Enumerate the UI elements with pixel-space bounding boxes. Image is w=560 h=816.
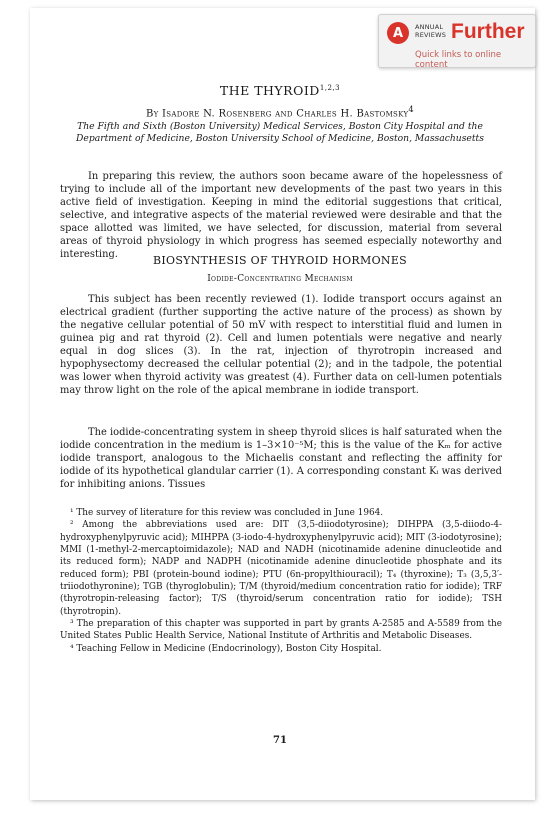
body-paragraph-2: The iodide-concentrating system in sheep thyroid slices is half saturated when the iodide concentration in the medium is 1–3×10⁻⁵M; this is the value of the Kₘ for active iodide transport, analogous to the Michaelis constant and reflecting the affinity for iodide of its hypothetical glandular carrier (1). A corresponding constant Kᵢ was derived for inhibiting anions. Tissues bbox=[60, 427, 502, 491]
subsection-heading: Iodide-Concentrating Mechanism bbox=[207, 274, 353, 284]
article-authors: By Isadore N. Rosenberg and Charles H. Bastomsky$^4$ bbox=[145, 104, 415, 120]
footnote: ² Among the abbreviations used are: DIT (3,5-diiodotyrosine); DIHPPA (3,5-diiodo-4-hydroxyphenylpyruvic acid); MIHPPA (3-iodo-4-hydroxyphenylpyruvic acid); MIT (3-iodotyrosine); MMI (1-methyl-2-mercaptoimidazole); NAD and NADH (nicotinamide adenine dinucleotide and its reduced form); NADP and NADPH (nicotinamide adenine dinucleotide phosphate and its reduced form); PBI (protein-bound iodine); PTU (6n-propylthiouracil); T₄ (thyroxine); T₃ (3,5,3′-triiodothyronine); TGB (thyroglobulin); T/M (thyroid/medium concentration ratio for iodide); TRF (thyrotropin-releasing factor); T/S (thyroid/serum concentration ratio for iodide); TSH (thyrotropin). bbox=[60, 520, 502, 617]
intro-paragraph: In preparing this review, the authors soon became aware of the hopelessness of trying to include all of the important new developments of the past two years in this active field of investigation. Keeping in mind the editorial suggestions that critical, selective, and integrative aspects of the material reviewed were desirable and that the space allotted was limited, we have selected, for discussion, material from several areas of thyroid physiology in which progress has seemed especially noteworthy and interesting. bbox=[60, 171, 502, 261]
brand-small-text: ANNUAL REVIEWS bbox=[415, 23, 447, 39]
footnotes bbox=[60, 507, 502, 655]
article-title: THE THYROID$^{1,2,3}$ bbox=[219, 83, 341, 98]
section-heading: BIOSYNTHESIS OF THYROID HORMONES bbox=[152, 254, 407, 267]
footnote: ¹ The survey of literature for this review was concluded in June 1964. bbox=[70, 508, 384, 518]
brand-further-text: Further bbox=[451, 20, 525, 43]
quick-links-link[interactable]: Quick links to online content bbox=[415, 50, 502, 70]
author-affiliation: The Fifth and Sixth (Boston University) Medical Services, Boston City Hospital and the Department of Medicine, Boston University School of Medicine, Boston, Massachusetts bbox=[76, 121, 484, 144]
page-number: 71 bbox=[273, 735, 287, 746]
annual-reviews-logo-icon: A bbox=[387, 22, 409, 44]
footnote: ³ The preparation of this chapter was supported in part by grants A-2585 and A-5589 from the United States Public Health Service, National Institute of Arthritis and Metabolic Diseases. bbox=[60, 619, 502, 642]
body-paragraph-1: This subject has been recently reviewed (1). Iodide transport occurs against an electrical gradient (further supporting the active nature of the process) as shown by the negative cellular potential of 50 mV with respect to interstitial fluid and lumen in guinea pig and rat thyroid (2). Cell and lumen potentials were negative and nearly equal in dog slices (3). In the rat, injection of thyrotropin increased and hypophysectomy decreased the cellular potential (2); and in the tadpole, the potential was lower when thyroid activity was greatest (4). Further data on cell-lumen potentials may throw light on the role of the apical membrane in iodide transport. bbox=[60, 294, 502, 397]
further-banner[interactable] bbox=[378, 14, 536, 68]
footnote: ⁴ Teaching Fellow in Medicine (Endocrinology), Boston City Hospital. bbox=[70, 643, 382, 654]
